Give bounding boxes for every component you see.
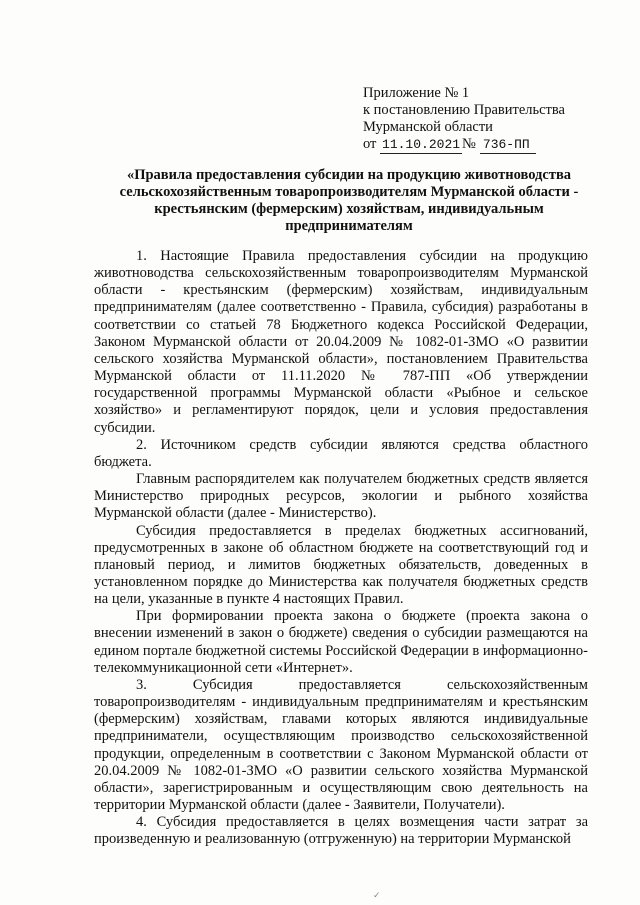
paragraph: 3. Субсидия предоставляется сельскохозяйственным товаропроизводителям - индивидуальным предпринимателям и крестьянским (фермерским) хозяйствам, главами которых являются индивидуальные предприниматели, осуществляющим производство сельскохозяйственной продукции, определенным в соответствии с Законом Мурманской области от 20.04.2009 № 1082-01-ЗМО «О развитии сельского хозяйства Мурманской области», зарегистрированным и осуществляющим свою деятельность на территории Мурманской области (далее - Заявители, Получатели). (94, 676, 588, 813)
resolution-number: 736-ПП (480, 136, 536, 154)
number-sign: № (462, 136, 476, 152)
region-name: Мурманской области (363, 119, 493, 135)
paragraph: Субсидия предоставляется в пределах бюджетных ассигнований, предусмотренных в законе об областном бюджете на соответствующий год и плановый период, и лимитов бюджетных обязательств, доведенных в установленном порядке до Министерства как получателя бюджетных средств на цели, указанные в пункте 4 настоящих Правил. (94, 522, 588, 608)
from-label: от (363, 136, 377, 152)
paragraph: 1. Настоящие Правила предоставления субсидии на продукцию животноводства сельскохозяйственным товаропроизводителям Мурманской области - крестьянским (фермерским) хозяйствам, индивидуальным предпринимателям (далее соответственно - Правила, субсидия) разработаны в соответствии со статьей 78 Бюджетного кодекса Российской Федерации, Законом Мурманской области от 20.04.2009 № 1082-01-ЗМО «О развитии сельского хозяйства Мурманской области», постановлением Правительства Мурманской области от 11.11.2020 № 787-ПП «Об утверждении государственной программы Мурманской области «Рыбное и сельское хозяйство» и регламентируют порядок, цели и условия предоставления субсидии. (94, 248, 588, 436)
document-title: «Правила предоставления субсидии на продукцию животноводства сельскохозяйственным товаропроизводителям Мурманской области - крестьянским (фермерским) хозяйствам, индивидуальным предпринимателям (119, 167, 579, 234)
resolution-date: 11.10.2021 (382, 137, 461, 152)
appendix-header (363, 85, 603, 154)
document-body (94, 248, 588, 848)
resolution-reference: к постановлению Правительства (363, 102, 565, 118)
paragraph: При формировании проекта закона о бюджете (проекта закона о внесении изменений в закон о бюджете) сведения о субсидии размещаются на едином портале бюджетной системы Российской Федерации в информационно-телекоммуникационной сети «Интернет». (94, 608, 588, 676)
paragraph: Главным распорядителем как получателем бюджетных средств является Министерство природных ресурсов, экологии и рыбного хозяйства Мурманской области (далее - Министерство). (94, 471, 588, 522)
paragraph: 4. Субсидия предоставляется в целях возмещения части затрат за произведенную и реализованную (отгруженную) на территории Мурманской (94, 814, 588, 848)
appendix-number: Приложение № 1 (363, 85, 470, 101)
resolution-date-line (363, 136, 603, 154)
scan-mark: ✓ (373, 891, 381, 901)
paragraph: 2. Источником средств субсидии являются средства областного бюджета. (94, 436, 588, 470)
